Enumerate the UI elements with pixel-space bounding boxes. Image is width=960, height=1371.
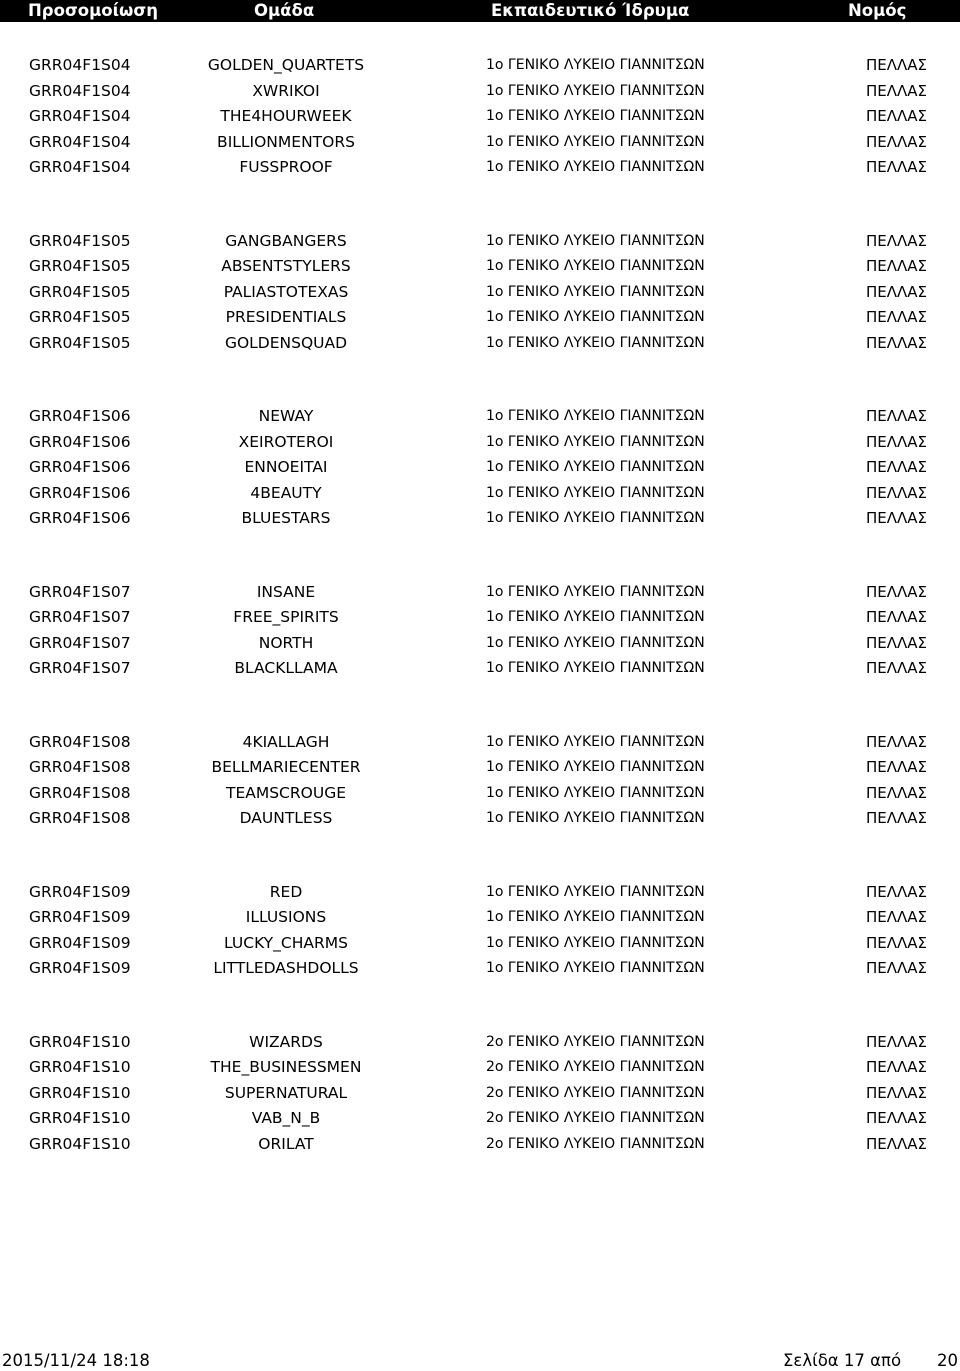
- cell-prefecture: ΠΕΛΛΑΣ: [865, 809, 927, 827]
- cell-institution: 2ο ΓΕΝΙΚΟ ΛΥΚΕΙΟ ΓΙΑΝΝΙΤΣΩΝ: [486, 1135, 705, 1152]
- table-row: [0, 956, 960, 982]
- cell-prefecture: ΠΕΛΛΑΣ: [865, 107, 927, 125]
- table-row: [0, 1030, 960, 1056]
- cell-simulation: GRR04F1S07: [29, 633, 131, 652]
- table-row: [0, 656, 960, 682]
- table-row: [0, 781, 960, 807]
- table-body: [0, 53, 960, 1205]
- cell-simulation: GRR04F1S08: [29, 809, 131, 827]
- cell-prefecture: ΠΕΛΛΑΣ: [865, 882, 927, 901]
- table-group: [0, 53, 960, 181]
- cell-team: ENNOEITAI: [244, 458, 328, 476]
- cell-prefecture: ΠΕΛΛΑΣ: [865, 158, 927, 176]
- cell-team: RED: [269, 882, 303, 901]
- table-row: [0, 1132, 960, 1158]
- cell-simulation: GRR04F1S07: [29, 659, 131, 677]
- table-group: [0, 1030, 960, 1158]
- cell-institution: 1ο ΓΕΝΙΚΟ ΛΥΚΕΙΟ ΓΙΑΝΝΙΤΣΩΝ: [486, 309, 705, 325]
- cell-team: GOLDENSQUAD: [224, 333, 348, 352]
- cell-institution: 1ο ΓΕΝΙΚΟ ΛΥΚΕΙΟ ΓΙΑΝΝΙΤΣΩΝ: [486, 283, 705, 300]
- cell-simulation: GRR04F1S04: [29, 132, 131, 151]
- cell-team: FREE_SPIRITS: [233, 608, 339, 626]
- cell-simulation: GRR04F1S05: [29, 257, 131, 275]
- cell-simulation: GRR04F1S06: [29, 483, 131, 502]
- cell-simulation: GRR04F1S09: [29, 959, 131, 977]
- cell-institution: 1ο ΓΕΝΙΚΟ ΛΥΚΕΙΟ ΓΙΑΝΝΙΤΣΩΝ: [486, 433, 705, 450]
- cell-simulation: GRR04F1S04: [29, 158, 131, 176]
- cell-institution: 1ο ΓΕΝΙΚΟ ΛΥΚΕΙΟ ΓΙΑΝΝΙΤΣΩΝ: [486, 232, 705, 249]
- table-row: [0, 605, 960, 631]
- cell-prefecture: ΠΕΛΛΑΣ: [865, 257, 927, 275]
- table-row: [0, 104, 960, 130]
- cell-prefecture: ΠΕΛΛΑΣ: [865, 308, 927, 326]
- table-row: [0, 79, 960, 105]
- cell-simulation: GRR04F1S05: [29, 333, 131, 352]
- table-row: [0, 506, 960, 532]
- cell-team: NORTH: [258, 633, 314, 652]
- cell-prefecture: ΠΕΛΛΑΣ: [865, 509, 927, 527]
- cell-institution: 2ο ΓΕΝΙΚΟ ΛΥΚΕΙΟ ΓΙΑΝΝΙΤΣΩΝ: [486, 1059, 705, 1075]
- table-row: [0, 631, 960, 657]
- cell-institution: 1ο ΓΕΝΙΚΟ ΛΥΚΕΙΟ ΓΙΑΝΝΙΤΣΩΝ: [486, 334, 705, 351]
- cell-prefecture: ΠΕΛΛΑΣ: [865, 56, 927, 74]
- table-row: [0, 481, 960, 507]
- table-row: [0, 931, 960, 957]
- cell-prefecture: ΠΕΛΛΑΣ: [865, 1134, 927, 1153]
- cell-prefecture: ΠΕΛΛΑΣ: [865, 407, 927, 425]
- cell-prefecture: ΠΕΛΛΑΣ: [865, 282, 927, 301]
- cell-institution: 1ο ΓΕΝΙΚΟ ΛΥΚΕΙΟ ΓΙΑΝΝΙΤΣΩΝ: [486, 57, 705, 73]
- cell-team: ILLUSIONS: [245, 908, 327, 926]
- table-row: [0, 430, 960, 456]
- cell-simulation: GRR04F1S05: [29, 282, 131, 301]
- table-row: [0, 305, 960, 331]
- header-prefecture: Νομός: [848, 1, 907, 20]
- table-row: [0, 455, 960, 481]
- table-row: [0, 155, 960, 181]
- table-group: [0, 229, 960, 357]
- table-row: [0, 254, 960, 280]
- cell-prefecture: ΠΕΛΛΑΣ: [865, 758, 927, 776]
- cell-institution: 2ο ΓΕΝΙΚΟ ΛΥΚΕΙΟ ΓΙΑΝΝΙΤΣΩΝ: [486, 1110, 705, 1126]
- cell-team: LITTLEDASHDOLLS: [213, 959, 359, 977]
- table-row: [0, 280, 960, 306]
- table-row: [0, 1055, 960, 1081]
- cell-simulation: GRR04F1S10: [29, 1032, 131, 1051]
- cell-simulation: GRR04F1S04: [29, 107, 131, 125]
- cell-simulation: GRR04F1S10: [29, 1109, 131, 1127]
- cell-simulation: GRR04F1S04: [29, 81, 131, 100]
- cell-team: GOLDEN_QUARTETS: [207, 56, 365, 74]
- cell-simulation: GRR04F1S08: [29, 732, 131, 751]
- cell-team: THE_BUSINESSMEN: [210, 1058, 362, 1076]
- cell-team: 4KIALLAGH: [242, 732, 330, 751]
- cell-prefecture: ΠΕΛΛΑΣ: [865, 582, 927, 601]
- table-group: [0, 580, 960, 682]
- cell-simulation: GRR04F1S08: [29, 758, 131, 776]
- cell-prefecture: ΠΕΛΛΑΣ: [865, 659, 927, 677]
- cell-simulation: GRR04F1S06: [29, 458, 131, 476]
- cell-prefecture: ΠΕΛΛΑΣ: [865, 132, 927, 151]
- cell-simulation: GRR04F1S10: [29, 1058, 131, 1076]
- cell-institution: 2ο ΓΕΝΙΚΟ ΛΥΚΕΙΟ ΓΙΑΝΝΙΤΣΩΝ: [486, 1033, 705, 1050]
- cell-prefecture: ΠΕΛΛΑΣ: [865, 633, 927, 652]
- cell-institution: 1ο ΓΕΝΙΚΟ ΛΥΚΕΙΟ ΓΙΑΝΝΙΤΣΩΝ: [486, 108, 705, 124]
- cell-simulation: GRR04F1S05: [29, 308, 131, 326]
- table-row: [0, 53, 960, 79]
- cell-prefecture: ΠΕΛΛΑΣ: [865, 1083, 927, 1102]
- cell-simulation: GRR04F1S08: [29, 783, 131, 802]
- cell-team: FUSSPROOF: [239, 158, 333, 176]
- cell-institution: 1ο ΓΕΝΙΚΟ ΛΥΚΕΙΟ ΓΙΑΝΝΙΤΣΩΝ: [486, 810, 705, 826]
- cell-prefecture: ΠΕΛΛΑΣ: [865, 608, 927, 626]
- table-row: [0, 404, 960, 430]
- cell-team: XEIROTEROI: [238, 432, 334, 451]
- cell-prefecture: ΠΕΛΛΑΣ: [865, 1058, 927, 1076]
- cell-team: ABSENTSTYLERS: [221, 257, 351, 275]
- cell-prefecture: ΠΕΛΛΑΣ: [865, 81, 927, 100]
- cell-institution: 1ο ΓΕΝΙΚΟ ΛΥΚΕΙΟ ΓΙΑΝΝΙΤΣΩΝ: [486, 159, 705, 175]
- cell-prefecture: ΠΕΛΛΑΣ: [865, 483, 927, 502]
- cell-institution: 1ο ΓΕΝΙΚΟ ΛΥΚΕΙΟ ΓΙΑΝΝΙΤΣΩΝ: [486, 909, 705, 925]
- cell-prefecture: ΠΕΛΛΑΣ: [865, 458, 927, 476]
- cell-prefecture: ΠΕΛΛΑΣ: [865, 432, 927, 451]
- table-group: [0, 880, 960, 982]
- table-group: [0, 404, 960, 532]
- cell-simulation: GRR04F1S10: [29, 1083, 131, 1102]
- cell-institution: 1ο ΓΕΝΙΚΟ ΛΥΚΕΙΟ ΓΙΑΝΝΙΤΣΩΝ: [486, 484, 705, 501]
- cell-simulation: GRR04F1S09: [29, 933, 131, 952]
- cell-simulation: GRR04F1S09: [29, 908, 131, 926]
- cell-team: DAUNTLESS: [239, 809, 333, 827]
- footer-total-pages: 20: [937, 1351, 958, 1370]
- cell-institution: 1ο ΓΕΝΙΚΟ ΛΥΚΕΙΟ ΓΙΑΝΝΙΤΣΩΝ: [486, 408, 705, 424]
- cell-institution: 1ο ΓΕΝΙΚΟ ΛΥΚΕΙΟ ΓΙΑΝΝΙΤΣΩΝ: [486, 258, 705, 274]
- cell-prefecture: ΠΕΛΛΑΣ: [865, 1032, 927, 1051]
- cell-institution: 1ο ΓΕΝΙΚΟ ΛΥΚΕΙΟ ΓΙΑΝΝΙΤΣΩΝ: [486, 510, 705, 526]
- cell-institution: 1ο ΓΕΝΙΚΟ ΛΥΚΕΙΟ ΓΙΑΝΝΙΤΣΩΝ: [486, 133, 705, 150]
- table-row: [0, 580, 960, 606]
- cell-institution: 1ο ΓΕΝΙΚΟ ΛΥΚΕΙΟ ΓΙΑΝΝΙΤΣΩΝ: [486, 960, 705, 976]
- cell-institution: 1ο ΓΕΝΙΚΟ ΛΥΚΕΙΟ ΓΙΑΝΝΙΤΣΩΝ: [486, 660, 705, 676]
- cell-simulation: GRR04F1S04: [29, 56, 131, 74]
- cell-team: LUCKY_CHARMS: [224, 933, 348, 952]
- cell-simulation: GRR04F1S07: [29, 608, 131, 626]
- cell-institution: 1ο ΓΕΝΙΚΟ ΛΥΚΕΙΟ ΓΙΑΝΝΙΤΣΩΝ: [486, 934, 705, 951]
- page-footer: [0, 1351, 960, 1371]
- cell-team: PRESIDENTIALS: [225, 308, 347, 326]
- cell-institution: 1ο ΓΕΝΙΚΟ ΛΥΚΕΙΟ ΓΙΑΝΝΙΤΣΩΝ: [486, 82, 705, 99]
- cell-simulation: GRR04F1S06: [29, 509, 131, 527]
- cell-simulation: GRR04F1S06: [29, 432, 131, 451]
- cell-team: ORILAT: [258, 1134, 314, 1153]
- table-row: [0, 1106, 960, 1132]
- table-row: [0, 806, 960, 832]
- cell-simulation: GRR04F1S07: [29, 582, 131, 601]
- cell-simulation: GRR04F1S05: [29, 231, 131, 250]
- table-header: [0, 0, 960, 22]
- cell-prefecture: ΠΕΛΛΑΣ: [865, 231, 927, 250]
- cell-institution: 1ο ΓΕΝΙΚΟ ΛΥΚΕΙΟ ΓΙΑΝΝΙΤΣΩΝ: [486, 883, 705, 900]
- cell-simulation: GRR04F1S09: [29, 882, 131, 901]
- cell-team: NEWAY: [258, 407, 314, 425]
- cell-institution: 1ο ΓΕΝΙΚΟ ΛΥΚΕΙΟ ΓΙΑΝΝΙΤΣΩΝ: [486, 459, 705, 475]
- cell-team: PALIASTOTEXAS: [223, 282, 349, 301]
- cell-prefecture: ΠΕΛΛΑΣ: [865, 1109, 927, 1127]
- table-row: [0, 1081, 960, 1107]
- cell-institution: 1ο ΓΕΝΙΚΟ ΛΥΚΕΙΟ ΓΙΑΝΝΙΤΣΩΝ: [486, 634, 705, 651]
- table-row: [0, 130, 960, 156]
- cell-institution: 1ο ΓΕΝΙΚΟ ΛΥΚΕΙΟ ΓΙΑΝΝΙΤΣΩΝ: [486, 609, 705, 625]
- cell-team: 4BEAUTY: [250, 483, 322, 502]
- cell-team: GANGBANGERS: [225, 231, 347, 250]
- cell-team: BILLIONMENTORS: [217, 132, 355, 151]
- cell-team: TEAMSCROUGE: [225, 783, 347, 802]
- cell-prefecture: ΠΕΛΛΑΣ: [865, 933, 927, 952]
- table-row: [0, 229, 960, 255]
- table-row: [0, 755, 960, 781]
- table-row: [0, 730, 960, 756]
- cell-institution: 2ο ΓΕΝΙΚΟ ΛΥΚΕΙΟ ΓΙΑΝΝΙΤΣΩΝ: [486, 1084, 705, 1101]
- cell-institution: 1ο ΓΕΝΙΚΟ ΛΥΚΕΙΟ ΓΙΑΝΝΙΤΣΩΝ: [486, 583, 705, 600]
- header-simulation: Προσομοίωση: [28, 1, 158, 20]
- cell-prefecture: ΠΕΛΛΑΣ: [865, 732, 927, 751]
- cell-team: INSANE: [256, 582, 316, 601]
- cell-simulation: GRR04F1S06: [29, 407, 131, 425]
- cell-team: BLACKLLAMA: [234, 659, 338, 677]
- table-group: [0, 730, 960, 832]
- header-team: Ομάδα: [254, 1, 315, 20]
- cell-prefecture: ΠΕΛΛΑΣ: [865, 333, 927, 352]
- footer-page-label: Σελίδα 17 από: [783, 1351, 902, 1370]
- header-institution: Εκπαιδευτικό Ίδρυμα: [491, 1, 690, 20]
- cell-team: THE4HOURWEEK: [220, 107, 352, 125]
- footer-timestamp: 2015/11/24 18:18: [2, 1351, 150, 1370]
- table-row: [0, 331, 960, 357]
- cell-prefecture: ΠΕΛΛΑΣ: [865, 959, 927, 977]
- cell-team: SUPERNATURAL: [224, 1083, 348, 1102]
- cell-prefecture: ΠΕΛΛΑΣ: [865, 783, 927, 802]
- cell-team: VAB_N_B: [251, 1109, 321, 1127]
- cell-simulation: GRR04F1S10: [29, 1134, 131, 1153]
- cell-team: XWRIKOI: [252, 81, 320, 100]
- cell-institution: 1ο ΓΕΝΙΚΟ ΛΥΚΕΙΟ ΓΙΑΝΝΙΤΣΩΝ: [486, 784, 705, 801]
- table-row: [0, 905, 960, 931]
- cell-team: BELLMARIECENTER: [211, 758, 361, 776]
- cell-institution: 1ο ΓΕΝΙΚΟ ΛΥΚΕΙΟ ΓΙΑΝΝΙΤΣΩΝ: [486, 759, 705, 775]
- cell-team: BLUESTARS: [241, 509, 331, 527]
- cell-institution: 1ο ΓΕΝΙΚΟ ΛΥΚΕΙΟ ΓΙΑΝΝΙΤΣΩΝ: [486, 733, 705, 750]
- table-row: [0, 880, 960, 906]
- cell-team: WIZARDS: [249, 1032, 323, 1051]
- cell-prefecture: ΠΕΛΛΑΣ: [865, 908, 927, 926]
